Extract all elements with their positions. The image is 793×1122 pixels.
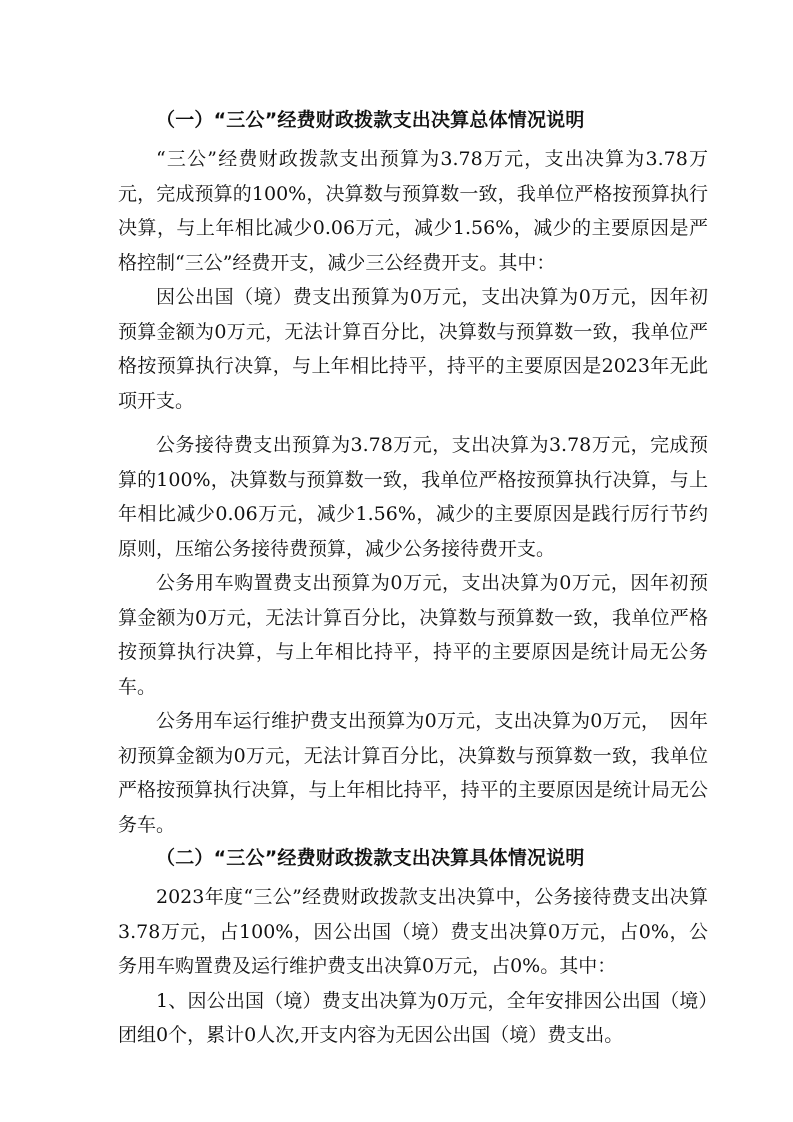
section2-intro-paragraph: 2023年度“三公”经费财政拨款支出决算中，公务接待费支出决算3.78万元，占100%，因公出国（境）费支出决算0万元，占0%，公务用车购置费及运行维护费支出决算0万元，占0%。其中：: [118, 886, 708, 977]
reception-expense-paragraph: 公务接待费支出预算为3.78万元，支出决算为3.78万元，完成预算的100%，决算数与预算数一致，我单位严格按预算执行决算，与上年相比减少0.06万元，减少1.56%，减少的主要原因是践行厉行节约原则，压缩公务接待费预算，减少公务接待费开支。: [118, 434, 708, 560]
section2-heading: （二）“三公”经费财政拨款支出决算具体情况说明: [156, 847, 585, 869]
section1-heading: （一）“三公”经费财政拨款支出决算总体情况说明: [156, 109, 585, 131]
section1-intro-paragraph: “三公”经费财政拨款支出预算为3.78万元，支出决算为3.78万元，完成预算的100%，决算数与预算数一致，我单位严格按预算执行决算，与上年相比减少0.06万元，减少1.56%，减少的主要原因是严格控制“三公”经费开支，减少三公经费开支。其中：: [118, 148, 708, 274]
overseas-detail-paragraph: 1、因公出国（境）费支出决算为0万元，全年安排因公出国（境）团组0个，累计0人次,开支内容为无因公出国（境）费支出。: [118, 989, 708, 1046]
overseas-expense-paragraph: 因公出国（境）费支出预算为0万元，支出决算为0万元，因年初预算金额为0万元，无法计算百分比，决算数与预算数一致，我单位严格按预算执行决算，与上年相比持平，持平的主要原因是2023年无此项开支。: [118, 286, 708, 412]
vehicle-operation-paragraph: 公务用车运行维护费支出预算为0万元，支出决算为0万元， 因年初预算金额为0万元，无法计算百分比，决算数与预算数一致，我单位严格按预算执行决算，与上年相比持平，持平的主要原因是统计局无公务车。: [118, 710, 708, 836]
document-body: [118, 104, 708, 1053]
vehicle-purchase-paragraph: 公务用车购置费支出预算为0万元，支出决算为0万元，因年初预算金额为0万元，无法计算百分比，决算数与预算数一致，我单位严格按预算执行决算，与上年相比持平，持平的主要原因是统计局无公务车。: [118, 572, 708, 698]
